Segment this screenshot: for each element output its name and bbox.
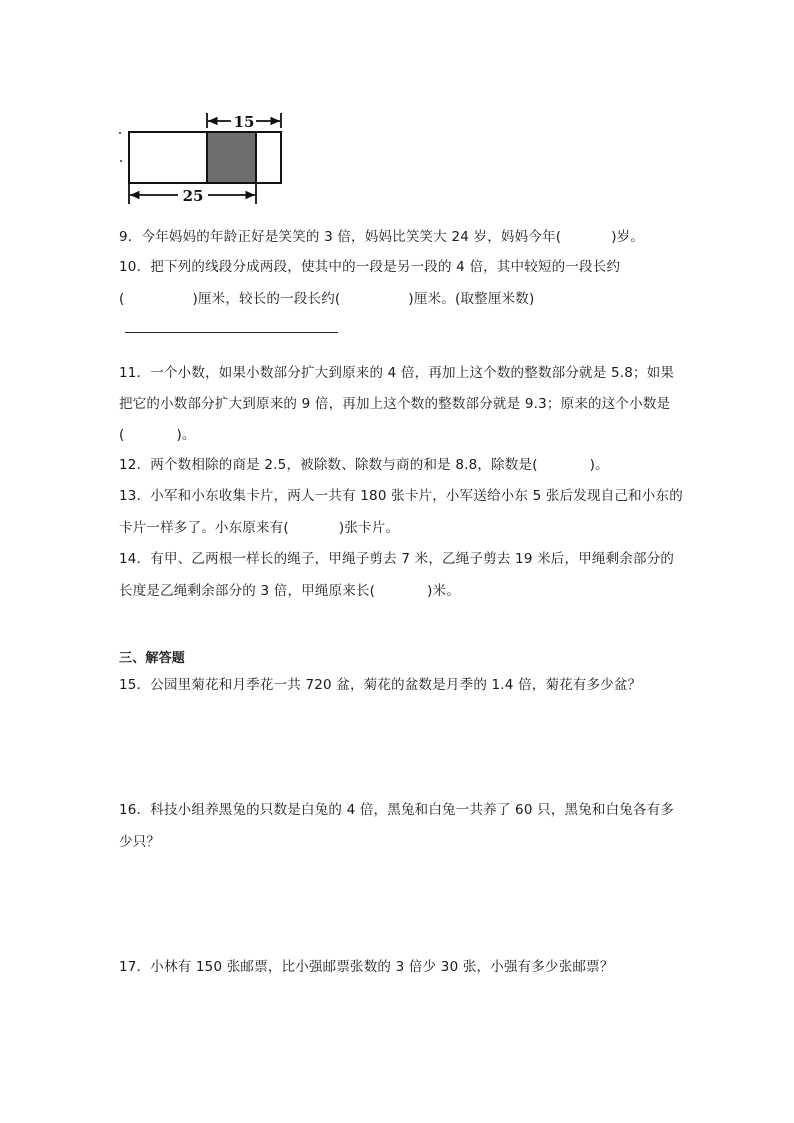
q13-text: 卡片一样多了。小东原来有( [119,520,289,536]
q14-tail: )米。 [427,583,461,599]
question-11-line1: 11．一个小数，如果小数部分扩大到原来的 4 倍，再加上这个数的整数部分就是 5.8；如果 [119,365,675,381]
q10-tail: )厘米。(取整厘米数) [408,291,535,307]
question-15: 15．公园里菊花和月季花一共 720 盆，菊花的盆数是月季的 1.4 倍，菊花有多少盆？ [119,677,642,693]
question-16-line1: 16．科技小组养黑兔的只数是白兔的 4 倍，黑兔和白兔一共养了 60 只，黑兔和白兔各有多 [119,802,675,818]
side-dot [120,160,122,162]
question-11-line3 [119,426,196,444]
q10-paren: ( [119,291,125,307]
section-heading: 三、解答题 [119,651,186,666]
q11-tail: )。 [176,427,196,443]
q11-paren: ( [119,427,125,443]
segment-diagram-figure [118,108,288,208]
segment-to-divide [125,332,338,333]
question-13-line2 [119,519,399,537]
question-9 [119,228,644,246]
question-11-line2: 把它的小数部分扩大到原来的 9 倍，再加上这个数的整数部分就是 9.3；原来的这个小数是 [119,396,671,412]
q12-text: 12．两个数相除的商是 2.5，被除数、除数与商的和是 8.8，除数是( [119,457,538,473]
question-16-line2: 少只？ [119,834,161,850]
question-13-line1: 13．小军和小东收集卡片，两人一共有 180 张卡片，小军送给小东 5 张后发现自己和小东的 [119,488,683,504]
shaded-rectangle [207,132,256,183]
side-dot [119,132,121,134]
q10-mid: )厘米，较长的一段长约( [192,291,341,307]
bottom-dimension-label: 25 [182,187,204,205]
outer-rectangle [129,132,281,183]
q12-tail: )。 [589,457,609,473]
q9-suffix: )岁。 [611,229,645,245]
q13-tail: )张卡片。 [338,520,400,536]
top-dimension-label: 15 [233,113,255,131]
question-10-line2 [119,290,534,308]
question-14-line2 [119,582,460,600]
q14-text: 长度是乙绳剩余部分的 3 倍，甲绳原来长( [119,583,376,599]
q9-text: 9．今年妈妈的年龄正好是笑笑的 3 倍，妈妈比笑笑大 24 岁，妈妈今年( [119,229,562,245]
question-17: 17．小林有 150 张邮票，比小强邮票张数的 3 倍少 30 张，小强有多少张邮票？ [119,959,614,975]
question-10-line1: 10．把下列的线段分成两段，使其中的一段是另一段的 4 倍，其中较短的一段长约 [119,259,621,275]
question-12 [119,456,609,474]
question-14-line1: 14．有甲、乙两根一样长的绳子，甲绳子剪去 7 米，乙绳子剪去 19 米后，甲绳剩余部分的 [119,551,675,567]
